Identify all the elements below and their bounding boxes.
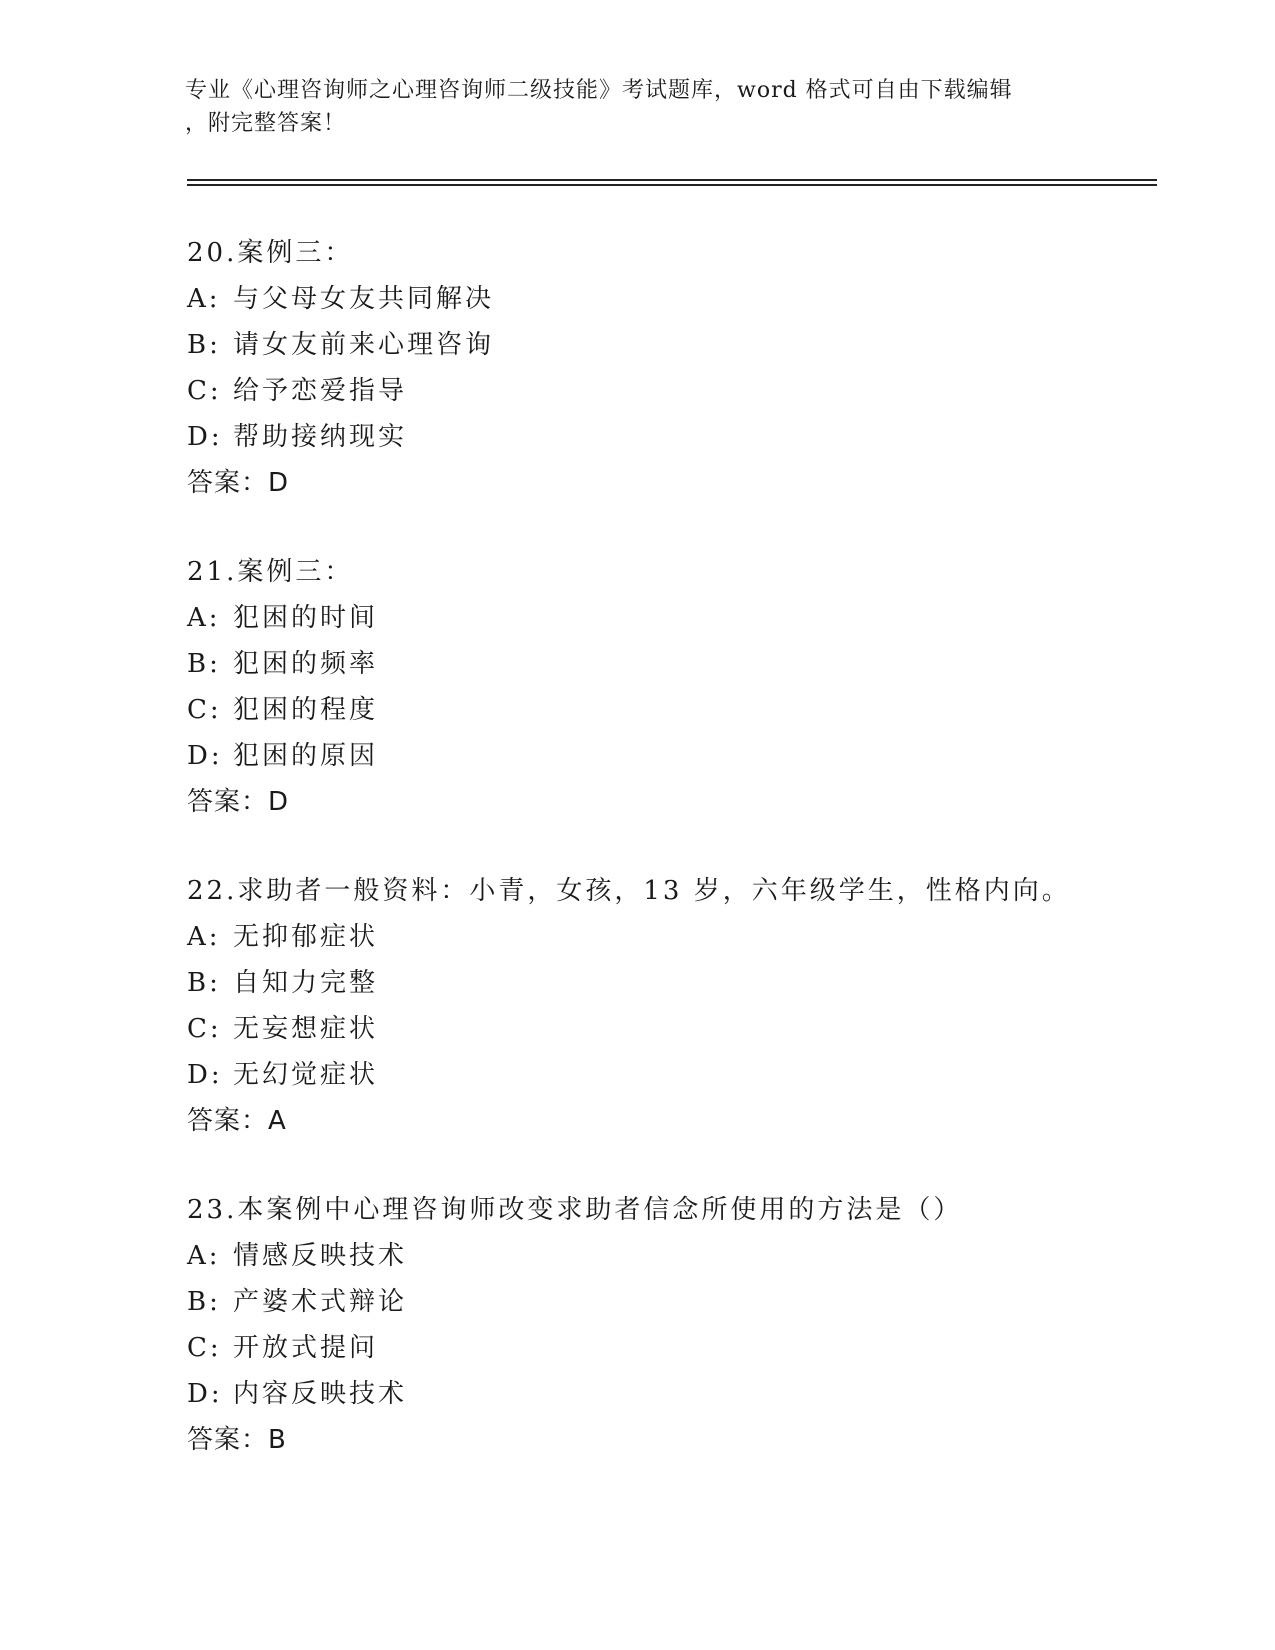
option-text: 与父母女友共同解决 (233, 284, 495, 314)
document-header (185, 74, 1085, 140)
option-letter: B: (187, 968, 221, 998)
option-text: 无妄想症状 (233, 1014, 379, 1044)
option-letter: A: (187, 284, 221, 314)
header-line-2: ，附完整答案！ (185, 111, 347, 136)
answer-line: 答案：A (187, 1106, 287, 1136)
header-divider-bottom (187, 184, 1157, 186)
option-c (187, 687, 1187, 733)
question-stem: 23.本案例中心理咨询师改变求助者信念所使用的方法是（） (187, 1195, 963, 1225)
question-stem: 20.案例三： (187, 238, 354, 268)
option-text: 无幻觉症状 (233, 1060, 379, 1090)
option-b (187, 641, 1187, 687)
question-23 (187, 1187, 1187, 1463)
option-text: 犯困的原因 (233, 741, 379, 771)
option-letter: D: (187, 1060, 223, 1090)
option-letter: C: (187, 376, 222, 406)
option-text: 犯困的程度 (233, 695, 379, 725)
option-letter: D: (187, 741, 223, 771)
answer-line: 答案：D (187, 787, 290, 817)
option-text: 请女友前来心理咨询 (233, 330, 495, 360)
option-text: 开放式提问 (233, 1333, 379, 1363)
option-d (187, 1052, 1187, 1098)
option-text: 自知力完整 (233, 968, 379, 998)
option-text: 产婆术式辩论 (233, 1287, 408, 1317)
option-text: 无抑郁症状 (233, 922, 379, 952)
option-letter: A: (187, 603, 221, 633)
option-letter: A: (187, 1241, 221, 1271)
option-d (187, 733, 1187, 779)
option-a (187, 276, 1187, 322)
option-letter: C: (187, 695, 222, 725)
answer-line: 答案：B (187, 1425, 287, 1455)
option-letter: C: (187, 1014, 222, 1044)
option-letter: D: (187, 422, 223, 452)
option-text: 情感反映技术 (233, 1241, 408, 1271)
option-letter: B: (187, 649, 221, 679)
option-text: 犯困的时间 (233, 603, 379, 633)
question-20 (187, 230, 1187, 506)
option-text: 帮助接纳现实 (233, 422, 408, 452)
option-a (187, 595, 1187, 641)
header-divider-top (187, 179, 1157, 181)
question-stem: 22.求助者一般资料：小青，女孩，13 岁，六年级学生，性格内向。 (187, 876, 1071, 906)
option-d (187, 414, 1187, 460)
option-c (187, 1325, 1187, 1371)
option-letter: A: (187, 922, 221, 952)
option-text: 内容反映技术 (233, 1379, 408, 1409)
option-c (187, 1006, 1187, 1052)
option-letter: B: (187, 330, 221, 360)
option-letter: D: (187, 1379, 223, 1409)
option-b (187, 1279, 1187, 1325)
question-stem: 21.案例三： (187, 557, 354, 587)
question-22 (187, 868, 1187, 1144)
option-b (187, 322, 1187, 368)
option-a (187, 1233, 1187, 1279)
option-d (187, 1371, 1187, 1417)
option-text: 给予恋爱指导 (233, 376, 408, 406)
option-letter: C: (187, 1333, 222, 1363)
option-c (187, 368, 1187, 414)
option-a (187, 914, 1187, 960)
option-letter: B: (187, 1287, 221, 1317)
option-text: 犯困的频率 (233, 649, 379, 679)
question-21 (187, 549, 1187, 825)
header-line-1: 专业《心理咨询师之心理咨询师二级技能》考试题库，word 格式可自由下载编辑 (185, 78, 1013, 103)
answer-line: 答案：D (187, 468, 290, 498)
option-b (187, 960, 1187, 1006)
